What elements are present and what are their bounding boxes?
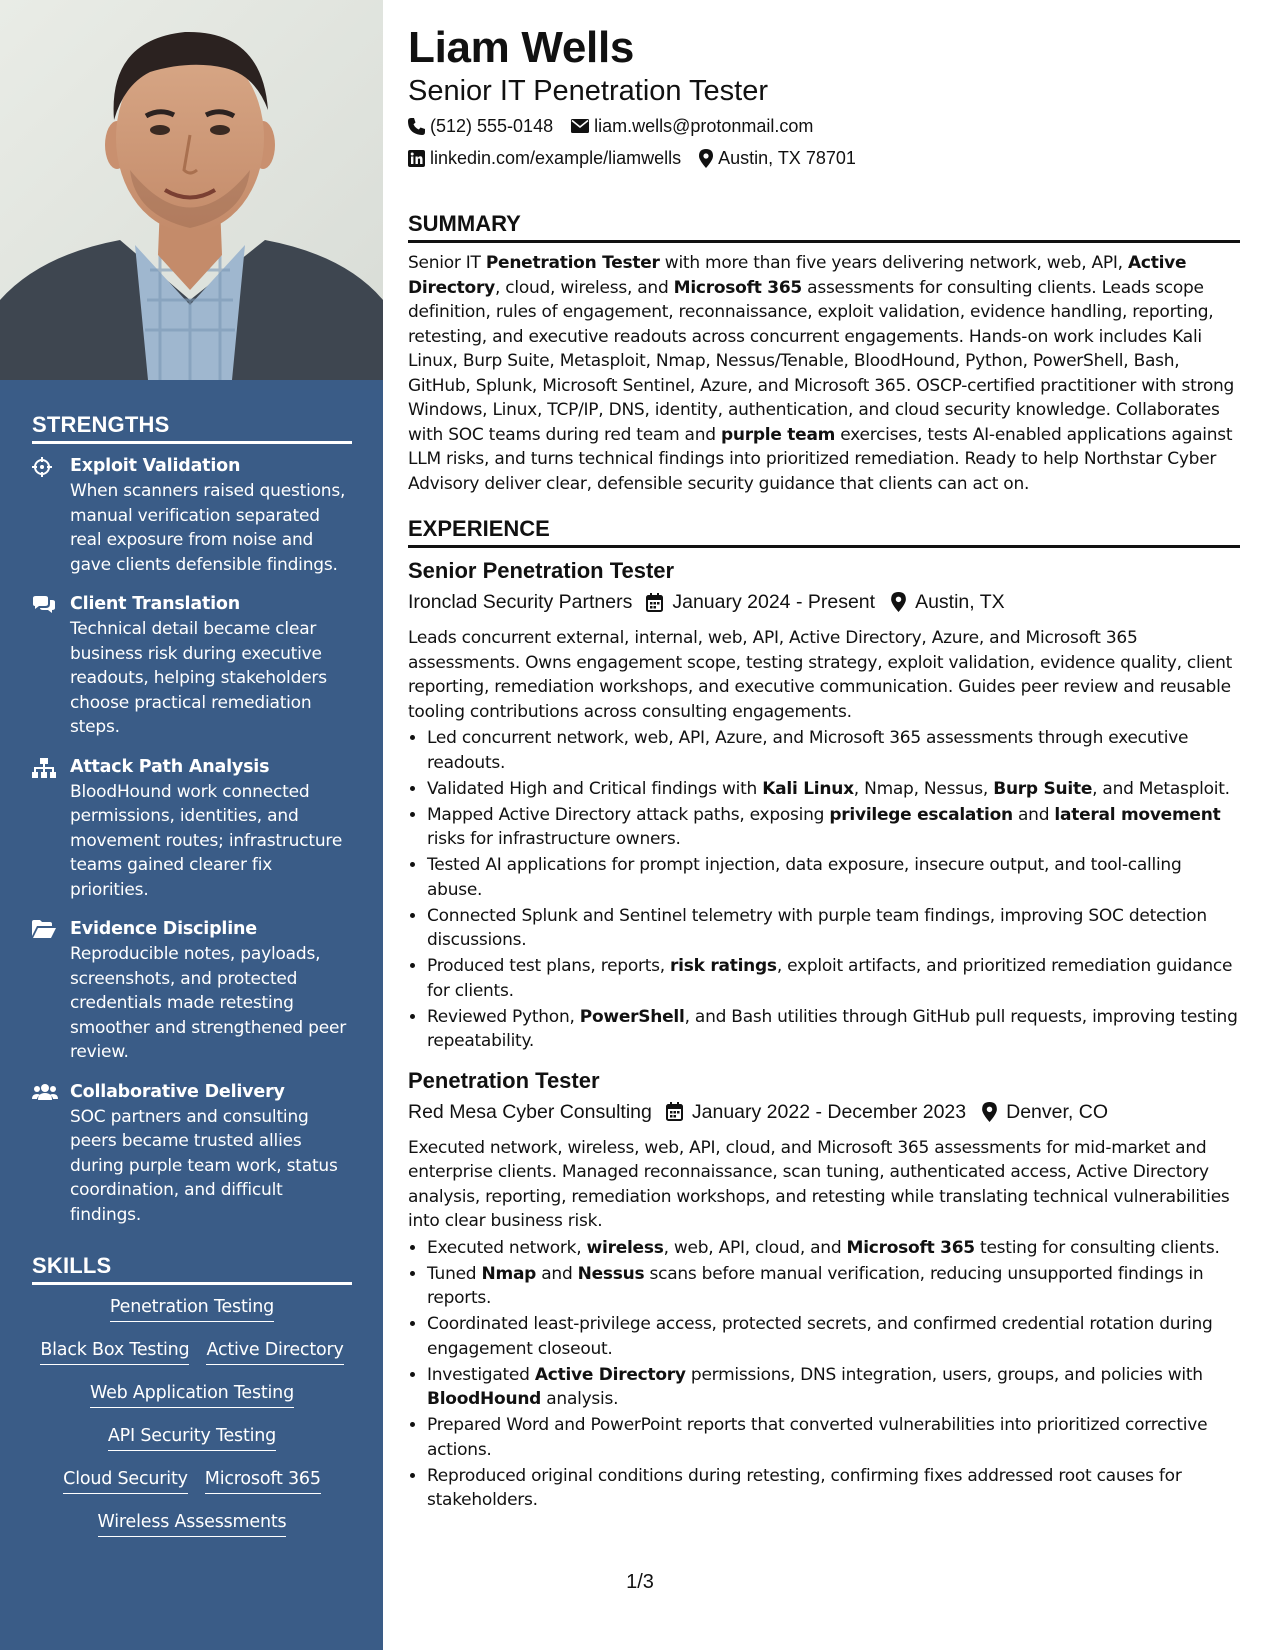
candidate-name: Liam Wells [408, 23, 635, 72]
company-name: Red Mesa Cyber Consulting [408, 1100, 652, 1123]
strength-title: Attack Path Analysis [70, 756, 270, 777]
skill-tag: Active Directory [206, 1338, 343, 1365]
map-pin-icon [982, 1102, 997, 1122]
bullet-item: • Prepared Word and PowerPoint reports that converted vulnerabilities into prioritized corrective actions. [427, 1413, 1240, 1462]
job-meta [408, 586, 1240, 618]
linkedin-icon [408, 150, 425, 167]
users-icon [32, 1080, 70, 1228]
skill-tag: Web Application Testing [90, 1381, 294, 1408]
bullet-item: • Executed network, wireless, web, API, cloud, and Microsoft 365 testing for consulting clients. [427, 1236, 1240, 1261]
bullet-item: • Led concurrent network, web, API, Azure, and Microsoft 365 assessments through executive readouts. [427, 726, 1240, 775]
job-entry [408, 1066, 1240, 1513]
strength-desc: Reproducible notes, payloads, screenshots, and protected credentials made retesting smoother and strengthened peer review. [70, 944, 347, 1062]
crosshair-icon [32, 454, 70, 577]
phone-contact[interactable] [408, 110, 553, 142]
calendar-icon [646, 593, 663, 612]
strength-item [32, 1080, 352, 1228]
bullet-item: • Reproduced original conditions during retesting, confirming fixes addressed root causes for stakeholders. [427, 1464, 1240, 1513]
sidebar-content [32, 412, 352, 1537]
strength-desc: When scanners raised questions, manual verification separated real exposure from noise and gave clients defensible findings. [70, 481, 346, 575]
skill-tag: API Security Testing [108, 1424, 276, 1451]
profile-photo [0, 0, 383, 380]
skills-list [32, 1295, 352, 1537]
job-dates: January 2024 - Present [672, 591, 876, 613]
location-contact [699, 142, 856, 174]
bullet-item: • Produced test plans, reports, risk ratings, exploit artifacts, and prioritized remediation guidance for clients. [427, 954, 1240, 1003]
bullet-item: • Validated High and Critical findings with Kali Linux, Nmap, Nessus, Burp Suite, and Metasploit. [427, 777, 1240, 802]
strengths-heading: STRENGTHS [32, 412, 352, 444]
summary-text: Senior IT Penetration Tester with more than five years delivering network, web, API, Active Directory, cloud, wireless, and Microsoft 365 assessments for consulting clients. Leads scope definition, rules of engagement, reconnaissance, exploit validation, evidence handling, reporting, retesting, and executive readouts across concurrent engagements. Hands-on work includes Kali Linux, Burp Suite, Metasploit, Nmap, Nessus/Tenable, BloodHound, Python, PowerShell, Bash, GitHub, Splunk, Microsoft Sentinel, Azure, and Microsoft 365. OSCP-certified practitioner with strong Windows, Linux, TCP/IP, DNS, identity, authentication, and cloud security knowledge. Collaborates with SOC teams during red team and purple team exercises, tests AI-enabled applications against LLM risks, and turns technical findings into prioritized remediation. Ready to help Northstar Cyber Advisory deliver clear, defensible security guidance that clients can act on. [408, 253, 1235, 494]
candidate-role: Senior IT Penetration Tester [408, 75, 769, 107]
contact-row [408, 142, 1240, 174]
linkedin-text: linkedin.com/example/liamwells [430, 148, 682, 168]
email-text: liam.wells@protonmail.com [594, 116, 814, 136]
skill-tag: Cloud Security [63, 1467, 188, 1494]
job-description: Leads concurrent external, internal, web, API, Active Directory, Azure, and Microsoft 365 assessments. Owns engagement scope, testing strategy, exploit validation, evidence quality, client reporting, remediation workshops, and executive communication. Guides peer review and reusable tooling contributions across consulting engagements. [408, 628, 1233, 722]
sidebar [0, 0, 383, 1650]
main-content [408, 22, 1240, 1514]
chat-bubbles-icon [32, 592, 70, 740]
job-location: Austin, TX [915, 591, 1005, 613]
job-entry [408, 556, 1240, 1054]
company-name: Ironclad Security Partners [408, 591, 633, 613]
envelope-icon [571, 119, 589, 133]
folder-open-icon [32, 917, 70, 1065]
map-pin-icon [699, 149, 713, 168]
skills-heading: SKILLS [32, 1253, 352, 1285]
bullet-item: • Mapped Active Directory attack paths, exposing privilege escalation and lateral movement risks for infrastructure owners. [427, 803, 1240, 852]
bullet-item: • Coordinated least-privilege access, protected secrets, and confirmed credential rotation during engagement closeout. [427, 1312, 1240, 1361]
calendar-icon [666, 1102, 683, 1121]
map-pin-icon [891, 592, 906, 612]
job-meta [408, 1096, 1240, 1128]
phone-text: (512) 555-0148 [430, 116, 554, 136]
job-bullets [408, 1236, 1240, 1513]
strength-item [32, 755, 352, 903]
strength-title: Client Translation [70, 594, 241, 614]
bullet-item: • Tuned Nmap and Nessus scans before manual verification, reducing unsupported findings in reports. [427, 1262, 1240, 1311]
phone-icon [408, 118, 425, 135]
strength-title: Evidence Discipline [70, 919, 257, 939]
linkedin-contact[interactable] [408, 142, 681, 174]
contact-row [408, 110, 1240, 142]
strength-item [32, 454, 352, 577]
strength-item [32, 917, 352, 1065]
strength-desc: BloodHound work connected permissions, identities, and movement routes; infrastructure teams gained clearer fix priorities. [70, 781, 343, 900]
email-contact[interactable] [571, 110, 813, 142]
location-text: Austin, TX 78701 [718, 148, 856, 168]
job-description: Executed network, wireless, web, API, cloud, and Microsoft 365 assessments for mid-market and enterprise clients. Managed reconnaissance, scan tuning, authenticated access, Active Directory analysis, reporting, remediation workshops, and retesting while translating technical vulnerabilities into clear business risk. [408, 1137, 1230, 1231]
bullet-item: • Connected Splunk and Sentinel telemetry with purple team findings, improving SOC detection discussions. [427, 904, 1240, 953]
bullet-item: • Tested AI applications for prompt injection, data exposure, insecure output, and tool-calling abuse. [427, 853, 1240, 902]
job-dates: January 2022 - December 2023 [691, 1100, 967, 1123]
skill-tag: Microsoft 365 [205, 1467, 321, 1494]
bullet-item: • Investigated Active Directory permissions, DNS integration, users, groups, and policies with BloodHound analysis. [427, 1363, 1240, 1412]
strength-title: Exploit Validation [70, 456, 241, 476]
strength-desc: Technical detail became clear business risk during executive readouts, helping stakeholders choose practical remediation steps. [70, 619, 327, 737]
page-number: 1/3 [626, 1571, 654, 1593]
strength-title: Collaborative Delivery [70, 1081, 285, 1102]
strength-desc: SOC partners and consulting peers became trusted allies during purple team work, status coordination, and difficult findings. [70, 1106, 338, 1225]
skill-tag: Black Box Testing [40, 1338, 189, 1365]
strength-item [32, 592, 352, 740]
bullet-item: • Reviewed Python, PowerShell, and Bash utilities through GitHub pull requests, improving testing repeatability. [427, 1005, 1240, 1054]
experience-heading: EXPERIENCE [408, 515, 1240, 548]
job-bullets [408, 726, 1240, 1054]
job-title: Senior Penetration Tester [408, 558, 675, 583]
job-title: Penetration Tester [408, 1067, 600, 1093]
sitemap-icon [32, 755, 70, 903]
job-location: Denver, CO [1006, 1100, 1108, 1123]
skill-tag: Penetration Testing [110, 1295, 274, 1322]
summary-heading: SUMMARY [408, 210, 1240, 243]
skill-tag: Wireless Assessments [98, 1510, 287, 1537]
